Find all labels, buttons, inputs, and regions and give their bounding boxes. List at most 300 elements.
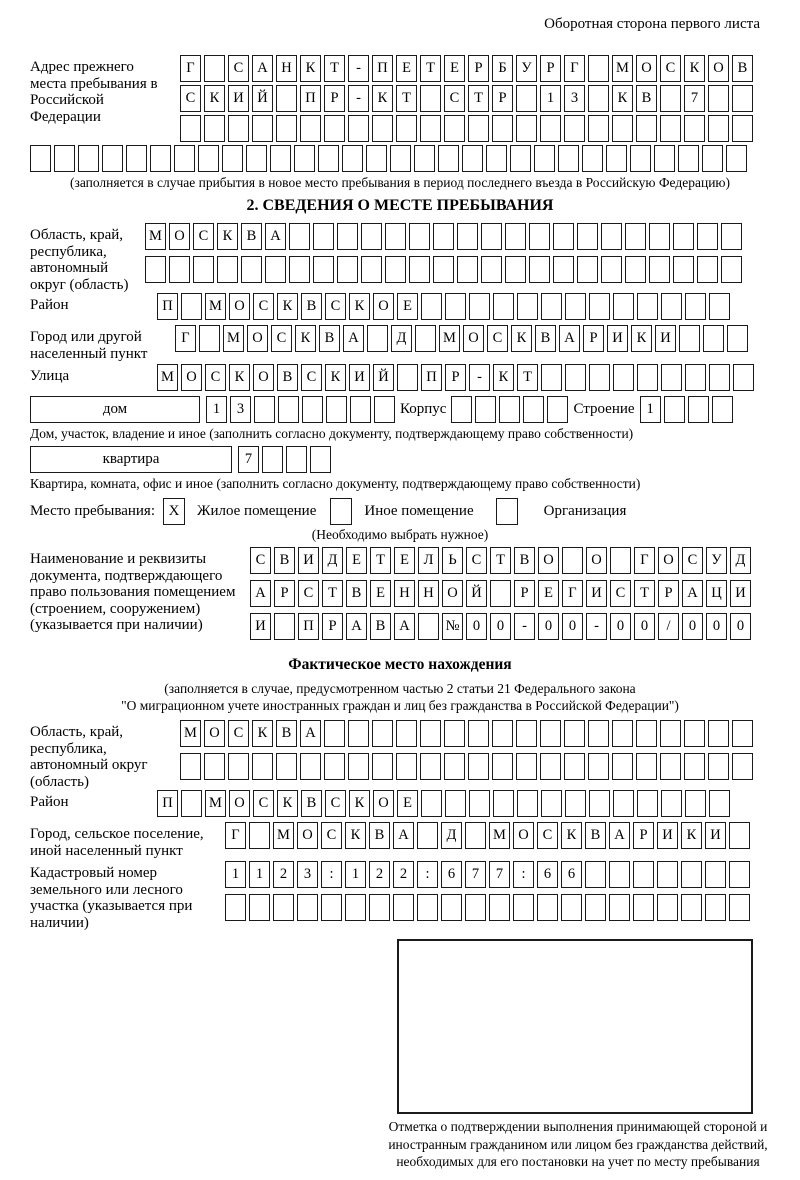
city-label: Город или другой населенный пункт	[30, 329, 148, 362]
form-cell	[733, 364, 754, 391]
section2-title: 2. СВЕДЕНИЯ О МЕСТЕ ПРЕБЫВАНИЯ	[246, 197, 554, 214]
form-cell	[324, 720, 345, 747]
form-cell: К	[252, 720, 273, 747]
form-cell: 0	[610, 613, 631, 640]
form-cell: Р	[633, 822, 654, 849]
form-cell	[228, 753, 249, 780]
form-cell	[685, 364, 706, 391]
form-cell: П	[421, 364, 442, 391]
form-cell	[681, 894, 702, 921]
form-cell: /	[658, 613, 679, 640]
form-cell: 1	[345, 861, 366, 888]
form-cell	[199, 325, 220, 352]
confirmation-stamp-box	[397, 939, 753, 1114]
region-row-1	[145, 223, 742, 250]
form-cell	[661, 790, 682, 817]
form-cell: Т	[396, 85, 417, 112]
option-other-premises-label: Иное помещение	[364, 503, 474, 519]
form-cell	[302, 396, 323, 423]
form-cell: С	[193, 223, 214, 250]
form-cell	[697, 256, 718, 283]
form-cell: В	[346, 580, 367, 607]
actual-region-label: Область, край, республика, автономный округ (область)	[30, 724, 148, 790]
form-cell: 6	[561, 861, 582, 888]
form-cell	[274, 613, 295, 640]
form-cell	[529, 223, 550, 250]
actual-location-title: Фактическое место нахождения	[288, 656, 512, 673]
form-cell	[601, 256, 622, 283]
form-cell: К	[684, 55, 705, 82]
form-cell	[350, 396, 371, 423]
stay-type-label: Место пребывания:	[30, 503, 155, 519]
form-cell	[324, 753, 345, 780]
form-cell: 1	[640, 396, 661, 423]
form-cell	[492, 720, 513, 747]
form-cell: Й	[252, 85, 273, 112]
form-cell: О	[169, 223, 190, 250]
form-cell: С	[253, 790, 274, 817]
form-cell: 0	[730, 613, 751, 640]
checkbox-other-premises	[330, 498, 352, 525]
previous-address-rows	[180, 55, 753, 145]
form-cell: О	[229, 790, 250, 817]
form-cell	[601, 223, 622, 250]
form-cell	[529, 256, 550, 283]
form-cell: С	[250, 547, 271, 574]
form-cell	[553, 256, 574, 283]
form-cell	[193, 256, 214, 283]
form-cell: Е	[394, 547, 415, 574]
form-cell: И	[228, 85, 249, 112]
form-cell: С	[610, 580, 631, 607]
form-cell	[418, 613, 439, 640]
form-cell	[204, 55, 225, 82]
actual-district-block	[30, 790, 770, 820]
house-box: дом	[30, 396, 200, 423]
form-cell	[270, 145, 291, 172]
city-row	[175, 325, 748, 352]
form-cell: В	[514, 547, 535, 574]
previous-address-label: Адрес прежнего места пребывания в Российской Федерации	[30, 59, 158, 125]
apartment-cells	[238, 446, 331, 473]
form-cell	[541, 790, 562, 817]
actual-city-block	[30, 822, 770, 859]
form-cell	[372, 753, 393, 780]
form-cell: И	[607, 325, 628, 352]
actual-city-row	[225, 822, 750, 849]
form-cell	[685, 790, 706, 817]
form-cell	[469, 293, 490, 320]
form-cell	[613, 293, 634, 320]
form-cell	[705, 894, 726, 921]
form-cell	[433, 256, 454, 283]
form-cell	[688, 396, 709, 423]
form-cell: К	[277, 790, 298, 817]
previous-address-row-2	[180, 85, 753, 112]
form-cell	[174, 145, 195, 172]
form-cell	[204, 753, 225, 780]
actual-location-note-1: (заполняется в случае, предусмотренном частью 2 статьи 21 Федерального закона	[164, 681, 636, 696]
form-cell	[540, 115, 561, 142]
stroenie-cells	[640, 396, 733, 423]
form-cell: К	[511, 325, 532, 352]
form-cell	[278, 396, 299, 423]
form-cell: В	[636, 85, 657, 112]
form-cell: М	[439, 325, 460, 352]
form-cell	[588, 85, 609, 112]
form-cell: Т	[420, 55, 441, 82]
form-cell	[348, 753, 369, 780]
form-cell: С	[180, 85, 201, 112]
form-cell	[102, 145, 123, 172]
form-cell: У	[516, 55, 537, 82]
form-cell: Т	[490, 547, 511, 574]
form-cell: -	[586, 613, 607, 640]
form-cell: Л	[418, 547, 439, 574]
form-cell: -	[469, 364, 490, 391]
form-cell: М	[223, 325, 244, 352]
form-cell	[636, 753, 657, 780]
form-cell: Е	[538, 580, 559, 607]
form-cell: А	[393, 822, 414, 849]
form-cell	[289, 223, 310, 250]
form-cell	[228, 115, 249, 142]
form-cell	[585, 861, 606, 888]
form-cell	[637, 293, 658, 320]
form-cell: О	[463, 325, 484, 352]
form-cell: 7	[684, 85, 705, 112]
form-cell: Ц	[706, 580, 727, 607]
form-cell: 7	[489, 861, 510, 888]
form-cell: К	[561, 822, 582, 849]
form-cell: Т	[468, 85, 489, 112]
actual-district-label: Район	[30, 794, 69, 810]
form-cell	[465, 822, 486, 849]
form-cell: Е	[346, 547, 367, 574]
form-cell	[679, 325, 700, 352]
form-cell	[564, 720, 585, 747]
form-cell	[660, 753, 681, 780]
form-cell: 0	[490, 613, 511, 640]
form-cell	[433, 223, 454, 250]
form-cell	[708, 753, 729, 780]
form-cell	[493, 293, 514, 320]
form-cell: 1	[206, 396, 227, 423]
form-cell	[609, 894, 630, 921]
form-cell: Б	[492, 55, 513, 82]
form-cell	[361, 223, 382, 250]
form-cell: 3	[230, 396, 251, 423]
form-cell	[537, 894, 558, 921]
form-cell: 6	[441, 861, 462, 888]
form-cell: О	[253, 364, 274, 391]
form-cell: С	[325, 790, 346, 817]
form-cell	[372, 720, 393, 747]
street-row	[157, 364, 754, 391]
form-cell: И	[349, 364, 370, 391]
form-cell	[516, 85, 537, 112]
cadastral-row-2	[225, 894, 750, 921]
form-cell: :	[513, 861, 534, 888]
form-cell	[565, 293, 586, 320]
form-cell	[708, 85, 729, 112]
form-cell	[721, 223, 742, 250]
form-cell	[415, 325, 436, 352]
form-cell	[252, 753, 273, 780]
form-cell	[684, 753, 705, 780]
form-cell	[541, 293, 562, 320]
actual-region-rows	[180, 720, 753, 786]
form-cell	[541, 364, 562, 391]
form-cell	[374, 396, 395, 423]
form-cell	[589, 790, 610, 817]
form-cell: О	[658, 547, 679, 574]
form-cell	[126, 145, 147, 172]
form-cell	[180, 753, 201, 780]
form-cell	[609, 861, 630, 888]
form-cell	[421, 293, 442, 320]
form-cell: К	[372, 85, 393, 112]
stroenie-label: Строение	[573, 401, 635, 417]
form-cell	[712, 396, 733, 423]
street-block	[30, 364, 770, 394]
house-number-cells	[206, 396, 395, 423]
form-cell	[613, 790, 634, 817]
form-cell	[612, 720, 633, 747]
form-cell	[516, 115, 537, 142]
form-cell	[517, 293, 538, 320]
form-cell	[708, 720, 729, 747]
actual-region-block	[30, 720, 770, 790]
form-cell	[318, 145, 339, 172]
form-cell: О	[513, 822, 534, 849]
form-cell: М	[489, 822, 510, 849]
form-cell	[637, 790, 658, 817]
form-cell	[606, 145, 627, 172]
form-cell: М	[145, 223, 166, 250]
checkbox-organization	[496, 498, 518, 525]
form-cell: В	[274, 547, 295, 574]
cadastral-row-1	[225, 861, 750, 888]
form-cell	[252, 115, 273, 142]
form-cell: У	[706, 547, 727, 574]
form-cell	[276, 753, 297, 780]
form-cell: 2	[369, 861, 390, 888]
form-cell: К	[345, 822, 366, 849]
form-cell: С	[228, 720, 249, 747]
form-cell	[181, 790, 202, 817]
form-cell	[582, 145, 603, 172]
apartment-row	[30, 446, 770, 473]
form-cell	[286, 446, 307, 473]
form-cell: П	[298, 613, 319, 640]
form-cell: С	[682, 547, 703, 574]
form-cell: 3	[564, 85, 585, 112]
form-cell: В	[370, 613, 391, 640]
actual-district-row	[157, 790, 730, 817]
form-cell	[510, 145, 531, 172]
form-cell: Г	[562, 580, 583, 607]
form-cell	[732, 720, 753, 747]
form-cell: С	[205, 364, 226, 391]
form-cell: Е	[397, 790, 418, 817]
form-cell: №	[442, 613, 463, 640]
form-cell	[516, 720, 537, 747]
form-cell: Д	[730, 547, 751, 574]
form-cell	[588, 55, 609, 82]
previous-address-row-1	[180, 55, 753, 82]
form-cell	[366, 145, 387, 172]
form-cell: А	[252, 55, 273, 82]
form-cell: Н	[418, 580, 439, 607]
form-cell: В	[301, 293, 322, 320]
form-cell	[486, 145, 507, 172]
form-cell	[673, 256, 694, 283]
form-cell: Й	[373, 364, 394, 391]
form-cell: 0	[682, 613, 703, 640]
form-cell	[469, 790, 490, 817]
form-cell: 2	[273, 861, 294, 888]
form-cell	[294, 145, 315, 172]
form-cell	[324, 115, 345, 142]
form-cell	[241, 256, 262, 283]
option-residential-label: Жилое помещение	[197, 503, 317, 519]
form-cell: Т	[322, 580, 343, 607]
form-cell	[225, 894, 246, 921]
document-row-1	[250, 547, 751, 574]
form-cell	[313, 256, 334, 283]
form-cell	[417, 894, 438, 921]
form-cell	[625, 256, 646, 283]
form-cell: М	[180, 720, 201, 747]
form-cell	[729, 822, 750, 849]
form-cell: И	[730, 580, 751, 607]
form-cell: И	[298, 547, 319, 574]
form-cell: М	[157, 364, 178, 391]
form-cell: Е	[444, 55, 465, 82]
form-cell: О	[586, 547, 607, 574]
form-cell	[326, 396, 347, 423]
option-organization-label: Организация	[543, 503, 627, 519]
district-label: Район	[30, 297, 69, 313]
form-cell: Г	[634, 547, 655, 574]
form-cell: А	[265, 223, 286, 250]
form-cell	[246, 145, 267, 172]
form-cell: Ь	[442, 547, 463, 574]
form-cell	[657, 861, 678, 888]
form-cell: Е	[370, 580, 391, 607]
form-cell	[564, 753, 585, 780]
form-cell	[468, 753, 489, 780]
form-cell: С	[325, 293, 346, 320]
form-cell: В	[585, 822, 606, 849]
form-cell	[685, 293, 706, 320]
form-cell: М	[205, 790, 226, 817]
actual-region-row-1	[180, 720, 753, 747]
form-cell: О	[247, 325, 268, 352]
form-cell	[198, 145, 219, 172]
form-cell: П	[157, 293, 178, 320]
form-cell	[438, 145, 459, 172]
form-cell	[610, 547, 631, 574]
form-cell	[300, 753, 321, 780]
form-cell	[489, 894, 510, 921]
form-cell	[369, 894, 390, 921]
form-cell	[678, 145, 699, 172]
form-cell	[313, 223, 334, 250]
form-cell: Р	[540, 55, 561, 82]
form-cell: Г	[564, 55, 585, 82]
form-cell	[540, 753, 561, 780]
form-cell: :	[417, 861, 438, 888]
region-rows	[145, 223, 742, 289]
form-cell	[625, 223, 646, 250]
form-cell: Г	[180, 55, 201, 82]
form-cell	[276, 115, 297, 142]
form-cell	[649, 256, 670, 283]
form-cell	[558, 145, 579, 172]
form-cell	[367, 325, 388, 352]
form-cell	[169, 256, 190, 283]
form-cell	[727, 325, 748, 352]
region-label: Область, край, республика, автономный округ (область)	[30, 227, 129, 293]
form-cell	[654, 145, 675, 172]
form-cell	[337, 256, 358, 283]
district-block	[30, 293, 770, 323]
apartment-box: квартира	[30, 446, 232, 473]
form-cell	[420, 115, 441, 142]
form-cell: 0	[538, 613, 559, 640]
form-cell	[612, 753, 633, 780]
cadastral-block	[30, 861, 770, 931]
form-cell: О	[373, 293, 394, 320]
form-cell	[409, 256, 430, 283]
form-cell	[481, 223, 502, 250]
form-cell: К	[681, 822, 702, 849]
form-cell: В	[276, 720, 297, 747]
form-cell	[409, 223, 430, 250]
form-cell	[588, 720, 609, 747]
form-cell	[254, 396, 275, 423]
form-cell	[577, 223, 598, 250]
form-cell: 0	[634, 613, 655, 640]
form-cell	[414, 145, 435, 172]
document-row-2	[250, 580, 751, 607]
form-cell: С	[487, 325, 508, 352]
form-cell	[589, 364, 610, 391]
form-cell: -	[348, 85, 369, 112]
form-cell: В	[241, 223, 262, 250]
form-cell	[444, 720, 465, 747]
house-row	[30, 396, 770, 423]
form-cell	[337, 223, 358, 250]
form-cell	[204, 115, 225, 142]
form-cell: И	[655, 325, 676, 352]
form-cell: К	[325, 364, 346, 391]
korpus-cells	[451, 396, 568, 423]
form-cell: К	[493, 364, 514, 391]
form-cell: 2	[393, 861, 414, 888]
form-cell	[475, 396, 496, 423]
form-cell: С	[298, 580, 319, 607]
form-cell: О	[229, 293, 250, 320]
form-cell: С	[466, 547, 487, 574]
form-cell: А	[346, 613, 367, 640]
form-cell	[534, 145, 555, 172]
form-cell	[462, 145, 483, 172]
form-cell	[585, 894, 606, 921]
form-cell	[562, 547, 583, 574]
